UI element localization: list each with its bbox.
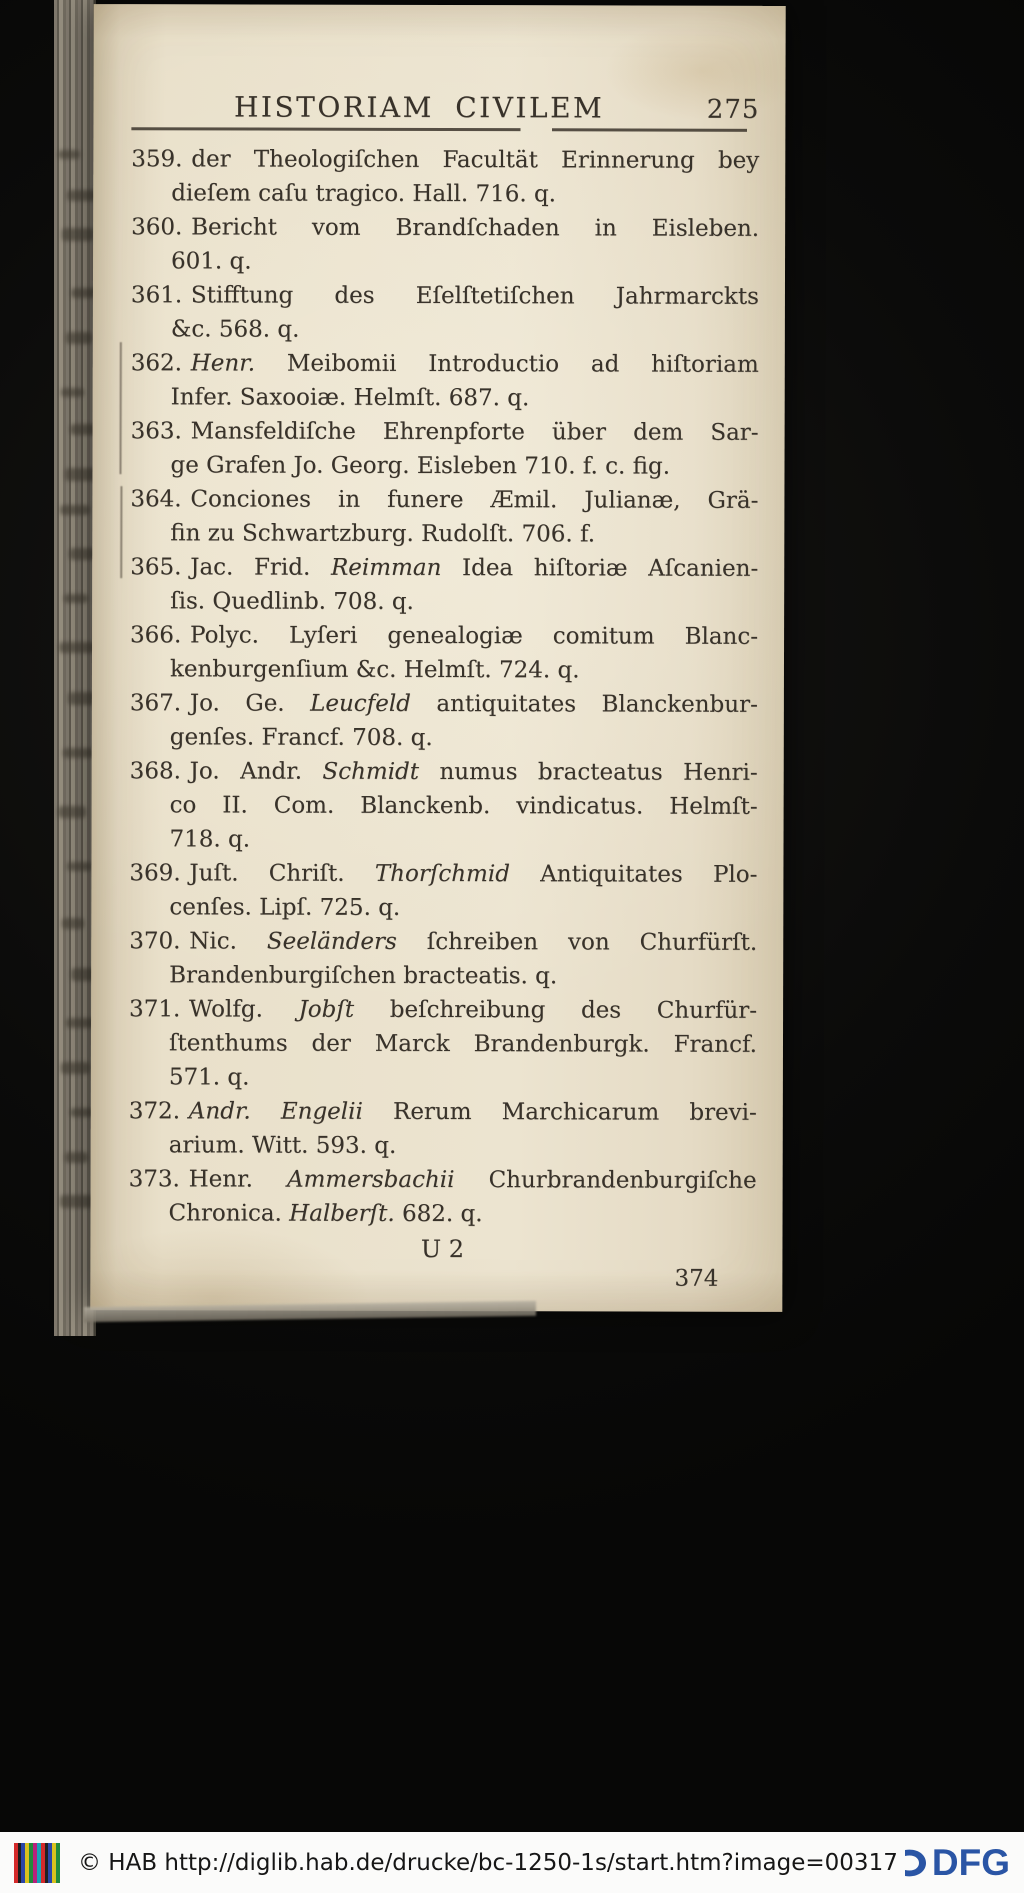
entry-number: 369. (129, 860, 181, 887)
entry-text-line: Infer. Saxooiæ. Helmſt. 687. q. (170, 384, 530, 412)
entry-text-line: &c. 568. q. (170, 316, 300, 343)
entry (129, 924, 757, 994)
entry-first-line (131, 278, 759, 314)
entry-text-line: ge Grafen Jo. Georg. Eisleben 710. f. c. fig. (170, 452, 671, 480)
entry (129, 754, 757, 858)
entry-number: 363. (130, 418, 182, 445)
entry-number: 364. (130, 486, 182, 513)
entries (129, 142, 760, 1232)
entry-first-line (130, 686, 758, 722)
entry-first-line (131, 210, 759, 246)
entry-text: Conciones in funere Æmil. Julianæ, Grä- (190, 486, 759, 514)
entry-text-line: co II. Com. Blanckenb. vindicatus. Helmſt- (169, 792, 758, 820)
scanned-book-page (90, 4, 785, 1312)
entry (130, 482, 758, 552)
entry-first-line (129, 856, 757, 892)
entry-text-line: 718. q. (169, 826, 251, 853)
entry (129, 1162, 757, 1232)
entry-number: 371. (129, 996, 181, 1023)
entry-text-line: cenſes. Lipſ. 725. q. (169, 894, 401, 921)
next-page-number: 374 (674, 1265, 719, 1292)
entry-number: 370. (129, 928, 181, 955)
page-content (128, 90, 759, 1292)
entry-number: 367. (129, 690, 182, 717)
entry (129, 856, 757, 926)
entry-number: 359. (131, 146, 183, 173)
entry-number: 362. (130, 350, 183, 377)
entry-text: Jo. Andr. Schmidt numus bracteatus Henri- (189, 758, 758, 786)
entry-first-line (129, 992, 757, 1028)
entry-text: Wolfg. Jobſt beſchreibung des Churfür- (189, 996, 758, 1024)
ghost-ink-mark (66, 332, 92, 344)
running-title: HISTORIAM CIVILEM (233, 90, 605, 125)
ghost-ink-mark (61, 1062, 90, 1074)
dfg-logo-text: DFG (931, 1841, 1010, 1883)
header-rule (131, 127, 759, 132)
ghost-ink-mark (65, 1152, 88, 1163)
footer-bar (0, 1832, 1024, 1893)
ghost-ink-mark (58, 150, 80, 159)
entry-text-line: Chronica. Halberſt. 682. q. (168, 1200, 483, 1228)
entry-first-line (130, 754, 758, 790)
ghost-ink-mark (60, 505, 90, 515)
ghost-ink-mark (62, 918, 84, 929)
entry-text-line: ſtenthums der Marck Brandenburgk. Francf. (168, 1030, 758, 1058)
entry-first-line (129, 924, 757, 960)
entry-text-line: arium. Witt. 593. q. (168, 1132, 397, 1159)
entry-text-line: 571. q. (168, 1064, 250, 1091)
ghost-ink-mark (59, 642, 96, 653)
entry (130, 550, 758, 620)
entry-number: 368. (129, 758, 181, 785)
entry-first-line (131, 346, 759, 382)
entry (131, 346, 759, 416)
ghost-ink-mark (64, 594, 88, 603)
entry-number: 360. (131, 214, 183, 241)
dfg-logo-icon (902, 1846, 928, 1880)
ghost-ink-mark (61, 388, 84, 397)
entry-text-line: Brandenburgiſchen bracteatis. q. (169, 962, 558, 990)
entry (130, 686, 758, 756)
entry-text: Bericht vom Brandſchaden in Eisleben. (191, 214, 760, 242)
entry-text: Stifftung des Eſelſtetiſchen Jahrmarckts (190, 282, 759, 310)
ghost-ink-mark (67, 862, 92, 871)
entry-text-line: dieſem caſu tragico. Hall. 716. q. (171, 180, 557, 208)
ghost-ink-mark (58, 806, 86, 818)
entry (131, 142, 759, 212)
entry-text-line: kenburgenſium &c. Helmſt. 724. q. (169, 656, 580, 684)
entry (131, 278, 759, 348)
entry-text: Henr. Ammersbachii Churbrandenburgiſche (188, 1166, 757, 1194)
dfg-logo (902, 1842, 1010, 1884)
entry-first-line (131, 142, 759, 178)
ghost-ink-mark (62, 228, 94, 241)
signature-row (128, 1234, 756, 1264)
entry-number: 361. (130, 282, 183, 309)
entry-text: Henr. Meibomii Introductio ad hiſtoriam (190, 350, 759, 378)
paper-crease (119, 342, 121, 474)
entry-number: 373. (128, 1166, 180, 1193)
entry (130, 414, 758, 484)
entry-first-line (129, 1094, 757, 1130)
entry-text-line: fin zu Schwartzburg. Rudolſt. 706. f. (170, 520, 596, 548)
entry-first-line (129, 1162, 757, 1198)
entry-number: 365. (130, 554, 182, 581)
page-header (131, 90, 759, 125)
entry-text: Jo. Ge. Leucfeld antiquitates Blanckenbur- (189, 690, 758, 718)
color-calibration-bar-icon (14, 1843, 60, 1883)
entry-text: Mansfeldiſche Ehrenpforte über dem Sar- (190, 418, 759, 446)
entry-first-line (131, 414, 759, 450)
entry-text: Nic. Seeländers ſchreiben von Churfürſt. (189, 928, 758, 956)
entry (129, 1094, 757, 1164)
entry-text-line: 601. q. (171, 248, 252, 275)
entry-text: der Theologiſchen Facultät Erinnerung bey (191, 146, 760, 174)
entry (130, 618, 758, 688)
entry-number: 372. (128, 1098, 181, 1125)
entry-text: Juſt. Chriſt. Thorſchmid Antiquitates Plo- (189, 860, 758, 888)
paper-crease (120, 486, 122, 578)
entry-text: Polyc. Lyſeri genealogiæ comitum Blanc- (190, 622, 759, 650)
entry-number: 366. (130, 622, 182, 649)
ghost-ink-mark (63, 748, 94, 758)
entry-text-line: ſis. Quedlinb. 708. q. (170, 588, 414, 615)
entry (129, 992, 757, 1096)
entry-first-line (130, 482, 758, 518)
entry (131, 210, 759, 280)
entry-first-line (130, 618, 758, 654)
source-credit: © HAB http://diglib.hab.de/drucke/bc-1250-1s/start.htm?image=00317 (78, 1849, 898, 1876)
entry-first-line (130, 550, 758, 586)
catchword-row (128, 1264, 756, 1292)
entry-text: Jac. Frid. Reimman Idea hiſtoriæ Aſcanien- (190, 554, 759, 582)
entry-text: Andr. Engelii Rerum Marchicarum brevi- (188, 1098, 757, 1126)
entry-text-line: genſes. Francf. 708. q. (169, 724, 433, 751)
signature-mark: U 2 (420, 1234, 465, 1264)
page-number: 275 (706, 94, 760, 125)
